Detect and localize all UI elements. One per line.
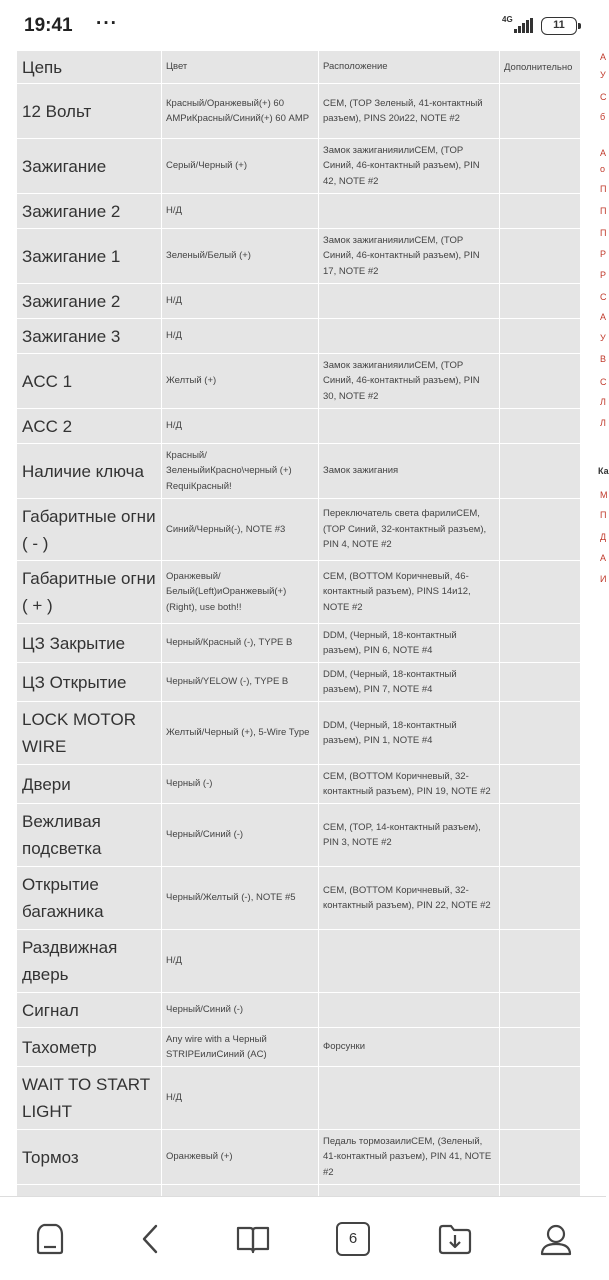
color-cell: Оранжевый (+) — [162, 1130, 319, 1185]
extra-cell — [500, 499, 581, 561]
circuit-cell: ЦЗ Открытие — [17, 663, 162, 702]
circuit-cell: WAIT TO START LIGHT — [17, 1067, 162, 1130]
sidebar-link[interactable]: о — [600, 164, 606, 174]
table-row — [17, 354, 581, 409]
sidebar-link[interactable]: С — [600, 92, 607, 102]
extra-cell — [500, 867, 581, 930]
extra-cell — [500, 139, 581, 194]
extra-cell — [500, 194, 581, 229]
location-cell: CEM, (BOTTOM Коричневый, 46-контактный разъем), PINS 14и12, NOTE #2 — [319, 561, 500, 624]
circuit-cell: LOCK MOTOR WIRE — [17, 702, 162, 765]
chevron-left-icon — [133, 1221, 169, 1257]
circuit-cell: Габаритные огни ( - ) — [17, 499, 162, 561]
location-cell — [319, 319, 500, 354]
circuit-cell: ACC 2 — [17, 409, 162, 444]
profile-button[interactable] — [536, 1219, 576, 1259]
color-cell: Черный (-) — [162, 765, 319, 804]
back-button[interactable] — [131, 1219, 171, 1259]
sidebar-link[interactable]: У — [600, 333, 606, 343]
circuit-cell: ACC 1 — [17, 354, 162, 409]
sidebar-link[interactable]: С — [600, 377, 607, 387]
sidebar-link[interactable]: С — [600, 292, 607, 302]
circuit-cell: Сигнал — [17, 993, 162, 1028]
home-button[interactable] — [30, 1219, 70, 1259]
circuit-cell: Зажигание 3 — [17, 319, 162, 354]
color-cell: Н/Д — [162, 194, 319, 229]
location-cell — [319, 194, 500, 229]
location-cell: CEM, (BOTTOM Коричневый, 32-контактный разъем), PIN 19, NOTE #2 — [319, 765, 500, 804]
color-cell: Н/Д — [162, 930, 319, 993]
color-cell: Черный/YELOW (-), TYPE B — [162, 663, 319, 702]
sidebar-link[interactable]: А — [600, 52, 607, 62]
home-icon — [32, 1221, 68, 1257]
sidebar-link[interactable]: А — [600, 148, 607, 158]
location-cell: Педаль тормозаилиCEM, (Зеленый, 41-контактный разъем), PIN 41, NOTE #2 — [319, 1130, 500, 1185]
table-row — [17, 1067, 581, 1130]
table-row — [17, 229, 581, 284]
circuit-cell: Вежливая подсветка — [17, 804, 162, 867]
table-row — [17, 663, 581, 702]
color-cell: Желтый/Черный (+), 5-Wire Type — [162, 702, 319, 765]
column-header: Расположение — [319, 51, 500, 84]
table-row — [17, 561, 581, 624]
location-cell: Замок зажиганияилиCEM, (TOP Синий, 46-контактный разъем), PIN 42, NOTE #2 — [319, 139, 500, 194]
extra-cell — [500, 354, 581, 409]
circuit-cell: Наличие ключа — [17, 444, 162, 499]
location-cell: DDM, (Черный, 18-контактный разъем), PIN 7, NOTE #4 — [319, 663, 500, 702]
table-row — [17, 867, 581, 930]
location-cell — [319, 930, 500, 993]
table-row — [17, 84, 581, 139]
signal-icon — [514, 18, 534, 33]
sidebar-heading: Ка — [598, 466, 609, 476]
extra-cell — [500, 229, 581, 284]
color-cell: Желтый (+) — [162, 354, 319, 409]
location-cell: CEM, (TOP, 14-контактный разъем), PIN 3, NOTE #2 — [319, 804, 500, 867]
extra-cell — [500, 663, 581, 702]
user-icon — [538, 1221, 574, 1257]
extra-cell — [500, 765, 581, 804]
color-cell: Зеленый/Белый (+) — [162, 229, 319, 284]
column-header: Цепь — [17, 51, 162, 84]
color-cell: Черный/Красный (-), TYPE B — [162, 624, 319, 663]
table-row — [17, 409, 581, 444]
table-row — [17, 499, 581, 561]
location-cell: CEM, (BOTTOM Коричневый, 32-контактный разъем), PIN 22, NOTE #2 — [319, 867, 500, 930]
circuit-cell: ЦЗ Закрытие — [17, 624, 162, 663]
sidebar-link[interactable]: У — [600, 70, 606, 80]
color-cell: Черный/Синий (-) — [162, 993, 319, 1028]
color-cell: Н/Д — [162, 319, 319, 354]
book-icon — [235, 1221, 271, 1257]
notification-dots-icon: ··· — [96, 13, 118, 34]
extra-cell — [500, 444, 581, 499]
downloads-button[interactable] — [435, 1219, 475, 1259]
table-row — [17, 930, 581, 993]
color-cell: Оранжевый/ Белый(Left)иОранжевый(+) (Right), use both!! — [162, 561, 319, 624]
extra-cell — [500, 284, 581, 319]
extra-cell — [500, 624, 581, 663]
table-row — [17, 194, 581, 229]
extra-cell — [500, 930, 581, 993]
location-cell: DDM, (Черный, 18-контактный разъем), PIN 1, NOTE #4 — [319, 702, 500, 765]
circuit-cell: 12 Вольт — [17, 84, 162, 139]
circuit-cell: Раздвижная дверь — [17, 930, 162, 993]
extra-cell — [500, 1067, 581, 1130]
location-cell — [319, 1067, 500, 1130]
sidebar-link[interactable]: П — [600, 206, 607, 216]
status-time: 19:41 — [24, 15, 73, 36]
location-cell: Форсунки — [319, 1028, 500, 1067]
sidebar-link[interactable]: Р — [600, 270, 607, 280]
sidebar-link[interactable]: Р — [600, 249, 607, 259]
location-cell — [319, 993, 500, 1028]
sidebar-link[interactable]: А — [600, 312, 607, 322]
extra-cell — [500, 1130, 581, 1185]
sidebar-link[interactable]: Л — [600, 418, 606, 428]
color-cell: Синий/Черный(-), NOTE #3 — [162, 499, 319, 561]
extra-cell — [500, 804, 581, 867]
circuit-cell: Тормоз — [17, 1130, 162, 1185]
sidebar-link[interactable]: И — [600, 574, 607, 584]
wiring-table — [16, 50, 581, 1215]
circuit-cell: Габаритные огни ( + ) — [17, 561, 162, 624]
color-cell: Черный/Желтый (-), NOTE #5 — [162, 867, 319, 930]
circuit-cell: Зажигание 2 — [17, 194, 162, 229]
location-cell — [319, 284, 500, 319]
extra-cell — [500, 1028, 581, 1067]
location-cell: Замок зажигания — [319, 444, 500, 499]
sidebar-link[interactable]: Д — [600, 532, 607, 542]
table-row — [17, 702, 581, 765]
location-cell — [319, 409, 500, 444]
table-row — [17, 624, 581, 663]
table-row — [17, 1130, 581, 1185]
table-row — [17, 804, 581, 867]
page-content[interactable] — [0, 50, 609, 1196]
sidebar-link[interactable]: П — [600, 184, 607, 194]
sidebar-link[interactable]: П — [600, 510, 607, 520]
sidebar-link[interactable]: В — [600, 354, 607, 364]
sidebar-link[interactable]: М — [600, 490, 608, 500]
color-cell: Н/Д — [162, 284, 319, 319]
sidebar-link[interactable]: Л — [600, 397, 606, 407]
color-cell: Серый/Черный (+) — [162, 139, 319, 194]
table-row — [17, 1028, 581, 1067]
location-cell: DDM, (Черный, 18-контактный разъем), PIN 6, NOTE #4 — [319, 624, 500, 663]
table-row — [17, 284, 581, 319]
bottom-nav-bar — [0, 1196, 606, 1280]
bookmarks-button[interactable] — [233, 1219, 273, 1259]
color-cell: Н/Д — [162, 409, 319, 444]
table-row — [17, 765, 581, 804]
circuit-cell: Зажигание 2 — [17, 284, 162, 319]
table-row — [17, 319, 581, 354]
circuit-cell: Двери — [17, 765, 162, 804]
color-cell: Красный/ ЗеленыйиКрасно\черный (+) RequiКрасный! — [162, 444, 319, 499]
circuit-cell: Зажигание — [17, 139, 162, 194]
sidebar-link[interactable]: А — [600, 553, 607, 563]
extra-cell — [500, 84, 581, 139]
column-header: Дополнительно — [500, 51, 581, 84]
extra-cell — [500, 561, 581, 624]
table-row — [17, 444, 581, 499]
table-header-row — [17, 51, 581, 84]
extra-cell — [500, 319, 581, 354]
location-cell: Переключатель света фарилиCEM, (TOP Синий, 32-контактный разъем), PIN 4, NOTE #2 — [319, 499, 500, 561]
tabs-button[interactable]: 6 — [336, 1222, 370, 1256]
table-row — [17, 993, 581, 1028]
table-row — [17, 139, 581, 194]
location-cell: Замок зажиганияилиCEM, (TOP Синий, 46-контактный разъем), PIN 17, NOTE #2 — [319, 229, 500, 284]
location-cell: CEM, (TOP Зеленый, 41-контактный разъем), PINS 20и22, NOTE #2 — [319, 84, 500, 139]
extra-cell — [500, 702, 581, 765]
sidebar-links — [586, 50, 609, 1196]
status-bar — [0, 0, 606, 50]
battery-icon: 11 — [541, 17, 577, 35]
extra-cell — [500, 993, 581, 1028]
download-folder-icon — [437, 1221, 473, 1257]
column-header: Цвет — [162, 51, 319, 84]
network-type-label: 4G — [502, 15, 513, 24]
circuit-cell: Зажигание 1 — [17, 229, 162, 284]
color-cell: Красный/Оранжевый(+) 60 АМРиКрасный/Синий(+) 60 АМР — [162, 84, 319, 139]
color-cell: Н/Д — [162, 1067, 319, 1130]
circuit-cell: Тахометр — [17, 1028, 162, 1067]
location-cell: Замок зажиганияилиCEM, (TOP Синий, 46-контактный разъем), PIN 30, NOTE #2 — [319, 354, 500, 409]
sidebar-link[interactable]: б — [600, 112, 606, 122]
color-cell: Черный/Синий (-) — [162, 804, 319, 867]
color-cell: Any wire with a Черный STRIPEилиСиний (AC) — [162, 1028, 319, 1067]
sidebar-link[interactable]: П — [600, 228, 607, 238]
extra-cell — [500, 409, 581, 444]
circuit-cell: Открытие багажника — [17, 867, 162, 930]
